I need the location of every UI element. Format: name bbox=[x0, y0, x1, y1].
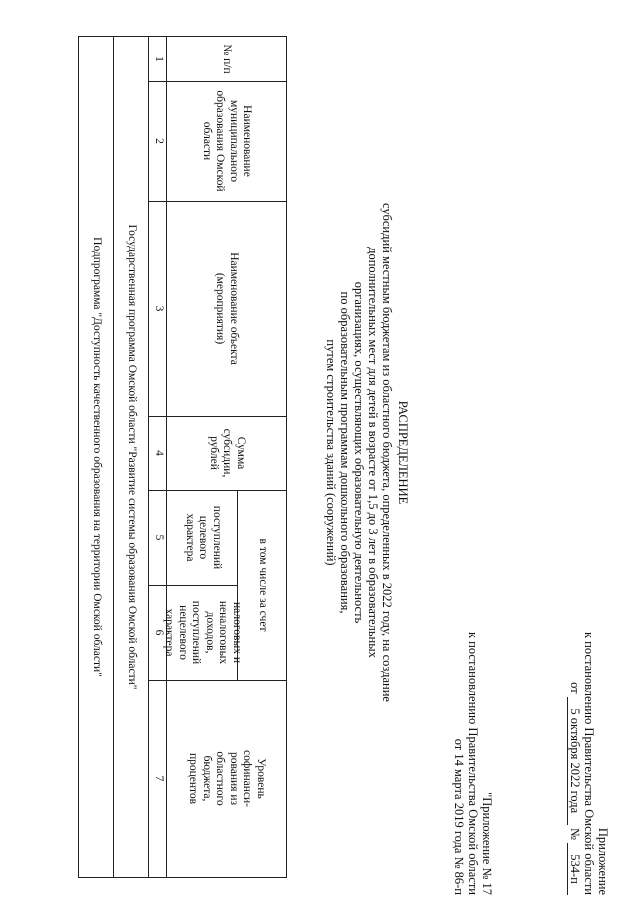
appendix-decree-line: к постановлению Правительства Омской области bbox=[582, 631, 596, 895]
col-object-header: Наименование объекта (мероприятия) bbox=[214, 252, 240, 365]
col-number-5: 5 bbox=[152, 534, 165, 541]
title-heading: РАСПРЕДЕЛЕНИЕ bbox=[396, 400, 410, 505]
appendix-title: Приложение bbox=[596, 827, 610, 895]
distribution-table bbox=[78, 36, 287, 878]
col-tax-header: налоговых и неналоговых доходов, поступлений нецелевого характера bbox=[163, 600, 243, 665]
subprogram-row: Подпрограмма "Доступность качественного образования на территории Омской области" bbox=[91, 237, 104, 677]
col-group-header: в том числе за счет bbox=[256, 538, 269, 632]
col-number-7: 7 bbox=[152, 775, 165, 782]
appendix-header bbox=[567, 595, 610, 895]
previous-appendix-header: "Приложение № 17 к постановлению Правительства Омской области от 14 марта 2019 года № 86-п bbox=[452, 631, 494, 895]
col-number-3: 3 bbox=[152, 305, 165, 312]
col-number-2: 2 bbox=[152, 138, 165, 144]
col-targeted-header: поступлений целевого характера bbox=[183, 505, 223, 570]
program-row: Государственная программа Омской области "Развитие системы образования Омской области" bbox=[126, 224, 139, 690]
col-sum-header: Сумма субсидии, рублей bbox=[207, 428, 247, 478]
col-cofinancing-header: Уровень софинанси-рования из областного бюджета, процентов bbox=[187, 750, 267, 807]
col-municipality-header: Наименование муниципального образования Омской области bbox=[201, 90, 254, 192]
col-number-6: 6 bbox=[152, 629, 165, 636]
decree-number: 534-п bbox=[567, 843, 582, 895]
document-title: РАСПРЕДЕЛЕНИЕ субсидий местным бюджетам из областного бюджета, определенных в 2022 году, на создание дополнительных мест для детей в возрасте от 1,5 до 3 лет в образовательных организациях, осуществляющих образовательную деятельность по образовательным программам дошкольного образования, путем строительства зданий (сооружений) bbox=[324, 80, 410, 825]
appendix-date-line: от 5 октября 2022 года № 534-п bbox=[567, 595, 582, 895]
col-number-header: № п/п bbox=[221, 44, 234, 74]
decree-date: 5 октября 2022 года bbox=[567, 697, 582, 825]
col-number-4: 4 bbox=[152, 450, 165, 456]
col-number-1: 1 bbox=[152, 56, 165, 62]
